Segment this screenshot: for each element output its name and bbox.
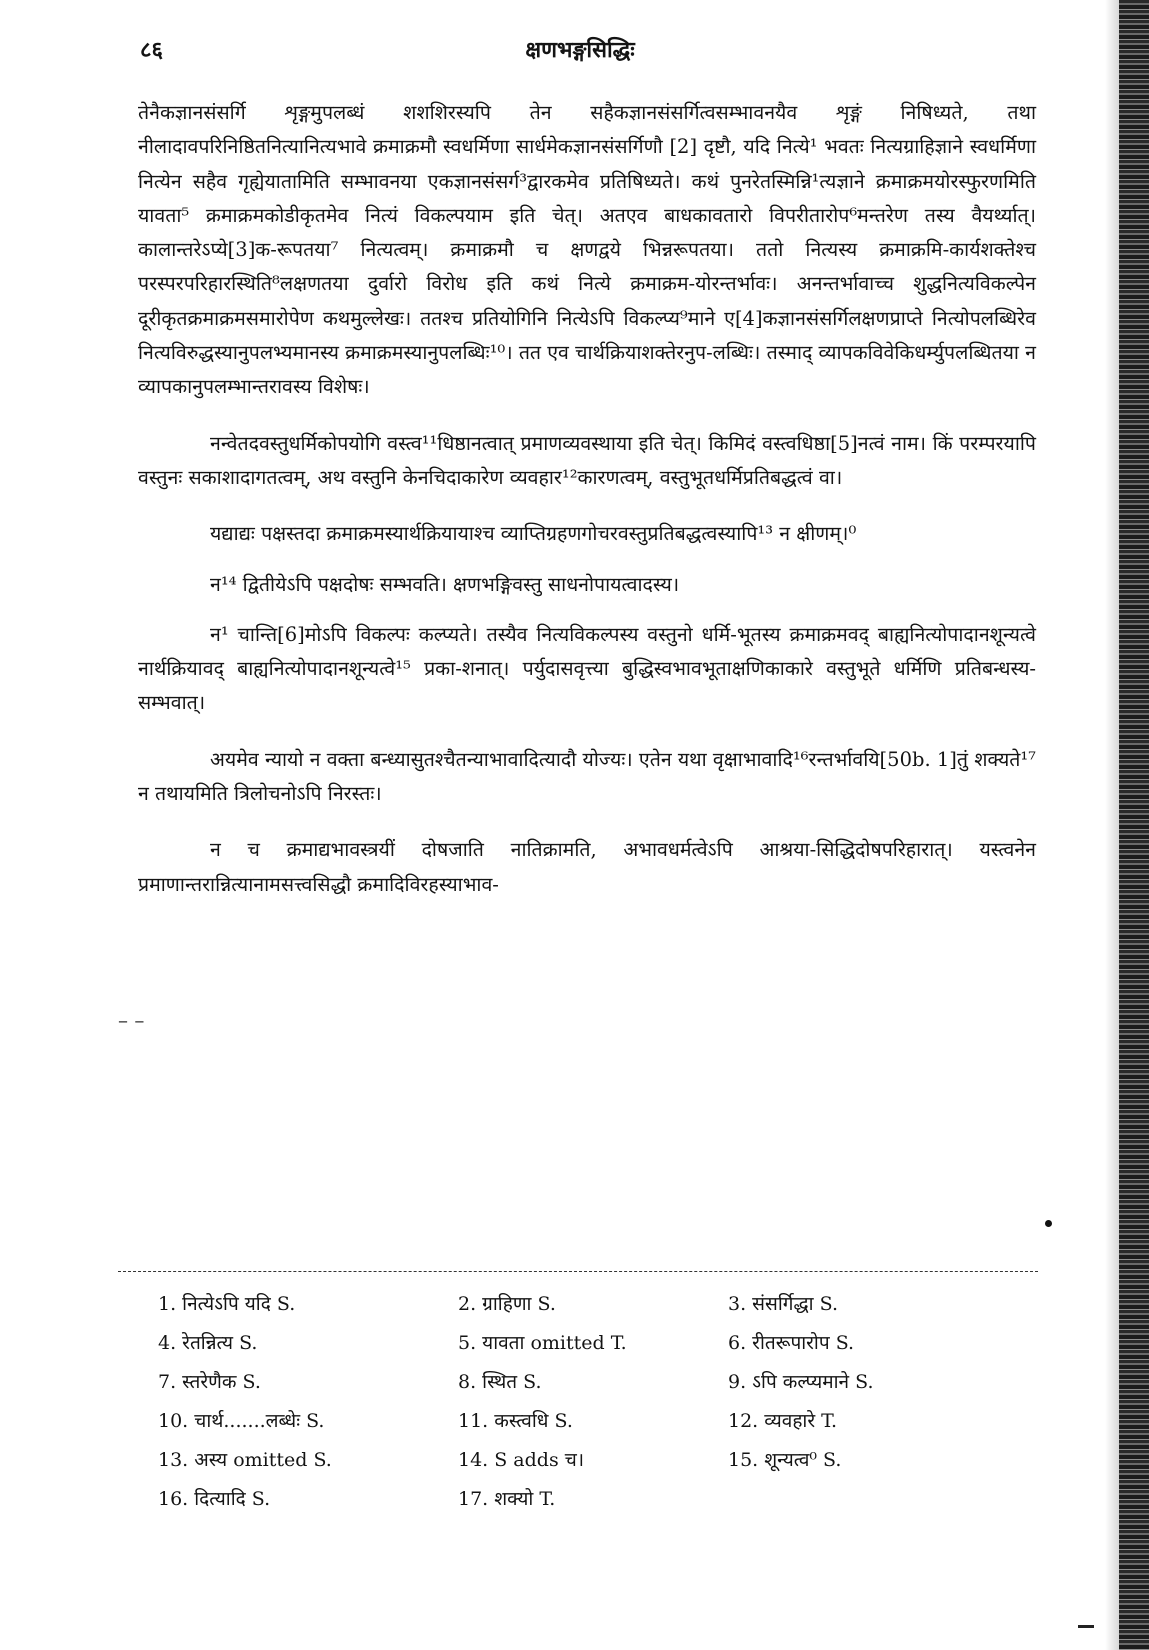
running-title: क्षणभङ्गसिद्धिः — [525, 37, 635, 63]
footnote: 1. नित्येऽपि यदि S. — [158, 1293, 296, 1315]
paragraph-3: यद्याद्यः पक्षस्तदा क्रमाक्रमस्यार्थक्रियायाश्च व्याप्तिग्रहणगोचरवस्तुप्रतिबद्धत्वस्यापि¹³ न क्षीणम्।⁰ — [210, 522, 857, 546]
footnote: 15. शून्यत्व⁰ S. — [728, 1449, 842, 1471]
footnote-divider — [118, 1271, 1038, 1272]
footnotes — [158, 1285, 938, 1519]
footnote: 5. यावता omitted T. — [458, 1332, 627, 1354]
footnote: 16. दित्यादि S. — [158, 1488, 271, 1510]
margin-dot — [1045, 1220, 1052, 1227]
footnote: 6. रीतरूपारोप S. — [728, 1332, 855, 1354]
footnote: 13. अस्य omitted S. — [158, 1449, 332, 1471]
footnote: 4. रेतन्नित्य S. — [158, 1332, 258, 1354]
page-number: ८६ — [140, 37, 163, 63]
paragraph-6: अयमेव न्यायो न वक्ता बन्ध्यासुतश्चैतन्याभावादित्यादौ योज्यः। एतेन यथा वृक्षाभावादि¹⁶रन्तर्भावयि[50b. 1]तुं शक्यते¹⁷ न तथायमिति त्रिलोचनोऽपि निरस्तः। — [138, 747, 1036, 806]
footnote: 7. स्तरेणैक S. — [158, 1371, 261, 1393]
footnote: 11. कस्त्वधि S. — [458, 1410, 573, 1432]
paragraph-1: तेनैकज्ञानसंसर्गि शृङ्गमुपलब्धं शशशिरस्यपि तेन सहैकज्ञानसंसर्गित्वसम्भावनयैव शृङ्गं निषिध्यते, तथा नीलादावपरिनिष्ठितनित्यानित्यभावे क्रमाक्रमौ स्वधर्मिणा सार्धमेकज्ञानसंसर्गिणौ [2] दृष्टौ, यदि नित्ये¹ भवतः नित्यग्राहिज्ञाने स्वधर्मिणा नित्येन सहैव गृह्येयातामिति सम्भावनया एकज्ञानसंसर्ग³द्वारकमेव प्रतिषिध्यते। कथं पुनरेतस्मिन्नि¹त्यज्ञाने क्रमाक्रमयोरस्फुरणमिति यावता⁵ क्रमाक्रमकोडीकृतमेव नित्यं विकल्पयाम इति चेत्। अतएव बाधकावतारो विपरीतारोप⁶मन्तरेण तस्य वैयर्थ्यात्। कालान्तरेऽप्ये[3]क-रूपतया⁷ नित्यत्वम्। क्रमाक्रमौ च क्षणद्वये भिन्नरूपतया। ततो नित्यस्य क्रमाक्रमि-कार्यशक्तेश्च परस्परपरिहारस्थिति⁸लक्षणतया दुर्वारो विरोध इति कथं नित्ये क्रमाक्रम-योरन्तर्भावः। अनन्तर्भावाच्च शुद्धनित्यविकल्पेन दूरीकृतक्रमाक्रमसमारोपेण कथमुल्लेखः। ततश्च प्रतियोगिनि नित्येऽपि विकल्प्य⁹माने ए[4]कज्ञानसंसर्गिलक्षणप्राप्ते नित्योपलब्धिरेव नित्यविरुद्धस्यानुपलभ्यमानस्य क्रमाक्रमस्यानुपलब्धिः¹⁰। तत एव चार्थक्रियाशक्तेरनुप-लब्धिः। तस्माद् व्यापकविवेकिधर्म्युपलब्धितया न व्यापकानुपलम्भान्तरावस्य विशेषः। — [138, 101, 1036, 399]
footnote: 17. शक्यो T. — [458, 1488, 556, 1510]
margin-mark: – – — [118, 1008, 145, 1032]
footnote: 12. व्यवहारे T. — [728, 1410, 838, 1432]
main-text — [138, 96, 1036, 902]
paragraph-4: न¹⁴ द्वितीयेऽपि पक्षदोषः सम्भवति। क्षणभङ्गिवस्तु साधनोपायत्वादस्य। — [210, 572, 680, 596]
page-header — [140, 34, 1020, 74]
footnote: 2. ग्राहिणा S. — [458, 1293, 556, 1315]
paragraph-5: न¹ चान्ति[6]मोऽपि विकल्पः कल्प्यते। तस्यैव नित्यविकल्पस्य वस्तुनो धर्मि-भूतस्य क्रमाक्रमवद् बाह्यनित्योपादानशून्यत्वे नार्थक्रियावद् बाह्यनित्योपादानशून्यत्वे¹⁵ प्रका-शनात्। पर्युदासवृत्त्या बुद्धिस्वभावभूताक्षणिकाकारे वस्तुभूते धर्मिणि प्रतिबन्धस्य-सम्भवात्। — [138, 622, 1036, 715]
footnote: 10. चार्थ.......लब्धेः S. — [158, 1410, 325, 1432]
paragraph-2: नन्वेतदवस्तुधर्मिकोपयोगि वस्त्व¹¹धिष्ठानत्वात् प्रमाणव्यवस्थाया इति चेत्। किमिदं वस्त्वधिष्ठा[5]नत्वं नाम। किं परम्परयापि वस्तुनः सकाशादागतत्वम्, अथ वस्तुनि केनचिदाकारेण व्यवहार¹²कारणत्वम्, वस्तुभूतधर्मिप्रतिबद्धत्वं वा। — [138, 431, 1036, 489]
footnote: 3. संसर्गिद्धा S. — [728, 1293, 838, 1315]
footnote: 9. ऽपि कल्प्यमाने S. — [728, 1371, 874, 1393]
book-spine-shadow — [1105, 0, 1119, 1650]
paragraph-7: न च क्रमाद्यभावस्त्रयीं दोषजाति नातिक्रामति, अभावधर्मत्वेऽपि आश्रया-सिद्धिदोषपरिहारात्। यस्त्वनेन प्रमाणान्तरान्नित्यानामसत्त्वसिद्धौ क्रमादिविरहस्याभाव- — [138, 838, 1036, 896]
footnote: 8. स्थित S. — [458, 1371, 542, 1393]
book-spine-edge — [1119, 0, 1149, 1650]
corner-mark — [1078, 1625, 1094, 1628]
footnote: 14. S adds च। — [458, 1449, 585, 1471]
